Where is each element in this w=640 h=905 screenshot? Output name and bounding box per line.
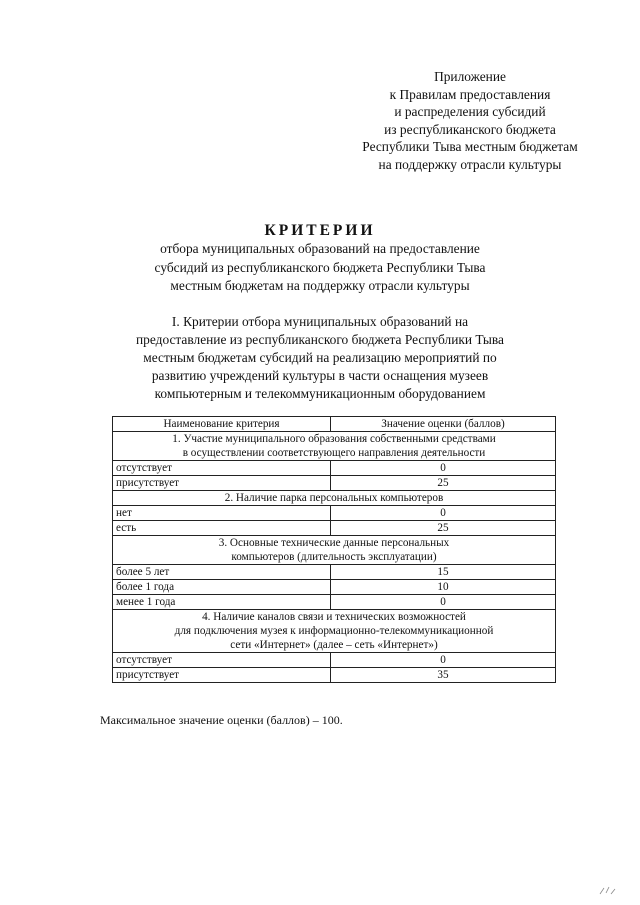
appendix-line: к Правилам предоставления xyxy=(389,86,551,102)
group-title xyxy=(113,491,556,506)
scan-mark xyxy=(598,884,618,896)
appendix-line: из республиканского бюджета xyxy=(384,121,556,137)
document-title: КРИТЕРИИ xyxy=(264,222,376,239)
section-line: предоставление из республиканского бюджета Республики Тыва xyxy=(136,332,504,347)
table-row xyxy=(113,521,556,536)
group-title-row xyxy=(113,491,556,506)
criterion-option: есть xyxy=(113,521,331,536)
criterion-option: менее 1 года xyxy=(113,595,331,610)
max-score-note: Максимальное значение оценки (баллов) – 100. xyxy=(100,713,343,727)
section-line: развитию учреждений культуры в части оснащения музеев xyxy=(151,368,489,383)
group-title xyxy=(113,610,556,653)
appendix-line: Республики Тыва местным бюджетам xyxy=(362,139,578,155)
table-row xyxy=(113,580,556,595)
group-title-line: сети «Интернет» (далее – сеть «Интернет») xyxy=(230,639,438,651)
table-row xyxy=(113,595,556,610)
criterion-option: отсутствует xyxy=(113,461,331,476)
group-title-row xyxy=(113,610,556,653)
header-criterion-name: Наименование критерия xyxy=(113,417,331,432)
appendix-block xyxy=(340,68,600,174)
subtitle-line: субсидий из республиканского бюджета Республики Тыва xyxy=(154,259,486,275)
table-row xyxy=(113,653,556,668)
score-value: 0 xyxy=(331,461,556,476)
score-value: 0 xyxy=(331,506,556,521)
subtitle-line: отбора муниципальных образований на предоставление xyxy=(160,241,480,256)
group-title-line: компьютеров (длительность эксплуатации) xyxy=(231,551,437,563)
score-value: 0 xyxy=(331,653,556,668)
criterion-option: присутствует xyxy=(113,668,331,683)
section-line: компьютерным и телекоммуникационным оборудованием xyxy=(154,386,486,401)
section-line: I. Критерии отбора муниципальных образований на xyxy=(171,314,469,329)
section-heading xyxy=(0,313,640,403)
group-title-line: в осуществлении соответствующего направления деятельности xyxy=(182,447,486,459)
criterion-option: нет xyxy=(113,506,331,521)
criteria-table xyxy=(112,416,556,683)
group-title-line: для подключения музея к информационно-телекоммуникационной xyxy=(174,625,494,637)
header-score-value: Значение оценки (баллов) xyxy=(331,417,556,432)
score-value: 0 xyxy=(331,595,556,610)
group-title xyxy=(113,432,556,461)
score-value: 35 xyxy=(331,668,556,683)
score-value: 25 xyxy=(331,476,556,491)
document-subtitle xyxy=(0,240,640,296)
table-header-row xyxy=(113,417,556,432)
score-value: 15 xyxy=(331,565,556,580)
appendix-line: на поддержку отрасли культуры xyxy=(378,156,562,172)
table-row xyxy=(113,476,556,491)
score-value: 25 xyxy=(331,521,556,536)
group-title-line: 2. Наличие парка персональных компьютеров xyxy=(224,492,444,504)
appendix-line: Приложение xyxy=(434,69,506,84)
criterion-option: более 1 года xyxy=(113,580,331,595)
appendix-line: и распределения субсидий xyxy=(394,104,546,120)
table-row xyxy=(113,668,556,683)
group-title-line: 3. Основные технические данные персональных xyxy=(218,537,450,549)
table-row xyxy=(113,565,556,580)
group-title-row xyxy=(113,536,556,565)
criterion-option: присутствует xyxy=(113,476,331,491)
group-title-row xyxy=(113,432,556,461)
subtitle-line: местным бюджетам на поддержку отрасли культуры xyxy=(170,278,470,293)
score-value: 10 xyxy=(331,580,556,595)
section-line: местным бюджетам субсидий на реализацию мероприятий по xyxy=(143,350,497,365)
group-title-line: 1. Участие муниципального образования собственными средствами xyxy=(172,433,496,445)
table-row xyxy=(113,461,556,476)
table-row xyxy=(113,506,556,521)
group-title-line: 4. Наличие каналов связи и технических возможностей xyxy=(202,611,466,623)
criterion-option: более 5 лет xyxy=(113,565,331,580)
criterion-option: отсутствует xyxy=(113,653,331,668)
group-title xyxy=(113,536,556,565)
